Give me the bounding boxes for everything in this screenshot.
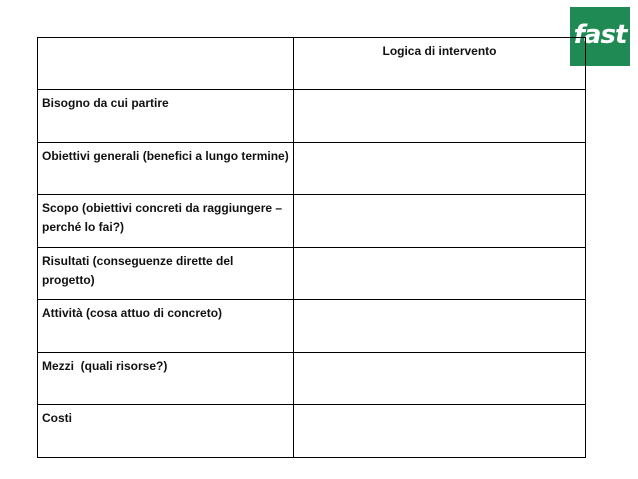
row-value-obiettivi [294,142,586,195]
row-value-costi [294,405,586,458]
row-label-mezzi: Mezzi (quali risorse?) [38,352,294,405]
row-label-attivita: Attività (cosa attuo di concreto) [38,300,294,353]
table-row [38,247,586,300]
table-row [38,352,586,405]
table-row [38,90,586,143]
row-label-obiettivi: Obiettivi generali (benefici a lungo termine) [38,142,294,195]
table-header-row [38,38,586,90]
table-row [38,300,586,353]
table-row [38,142,586,195]
header-column-logica: Logica di intervento [294,38,586,90]
row-label-costi: Costi [38,405,294,458]
row-label-scopo: Scopo (obiettivi concreti da raggiungere – perché lo fai?) [38,195,294,248]
row-label-bisogno: Bisogno da cui partire [38,90,294,143]
table-row [38,405,586,458]
table-row [38,195,586,248]
logical-framework-table [37,37,586,458]
logo-text: fast [573,19,627,50]
row-label-risultati: Risultati (conseguenze dirette del progetto) [38,247,294,300]
row-value-mezzi [294,352,586,405]
row-value-attivita [294,300,586,353]
row-value-risultati [294,247,586,300]
row-value-bisogno [294,90,586,143]
row-value-scopo [294,195,586,248]
header-corner-cell [38,38,294,90]
